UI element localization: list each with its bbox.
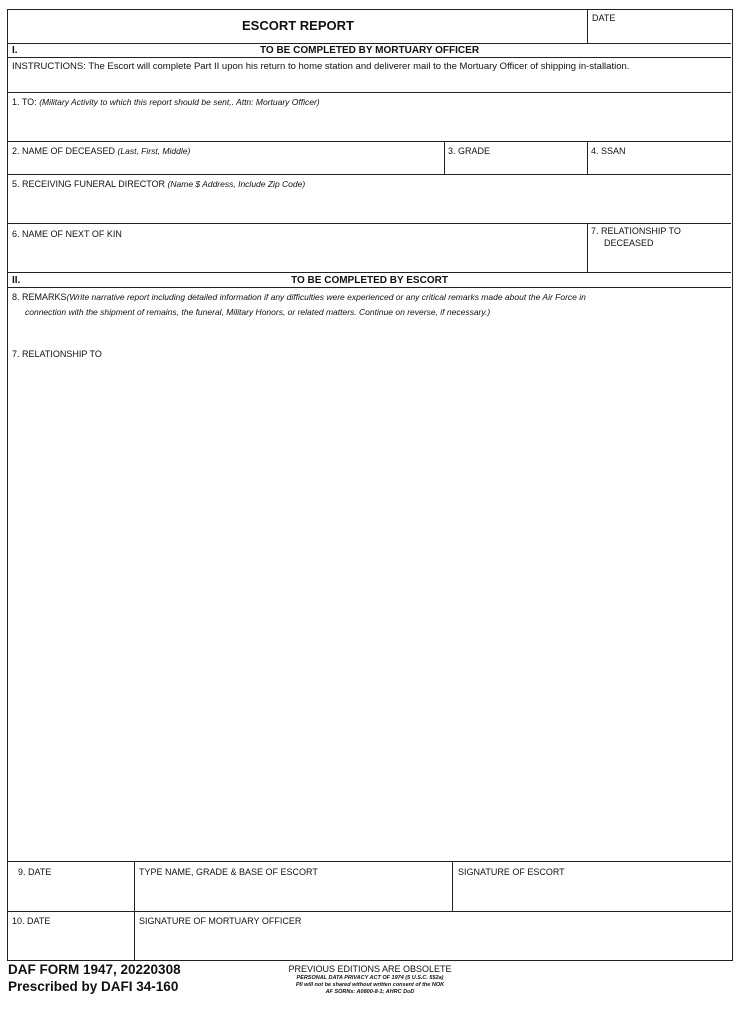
escort-name-grade-base-field[interactable] [134, 861, 452, 911]
remarks-stray-text: 7. RELATIONSHIP TO [12, 349, 102, 359]
escort-date-field[interactable] [8, 861, 134, 911]
next-of-kin-field[interactable] [8, 223, 587, 272]
name-of-deceased-hint: (Last, First, Middle) [117, 146, 191, 156]
obsolete-notice: PREVIOUS EDITIONS ARE OBSOLETE [288, 964, 452, 974]
grade-label: 3. GRADE [448, 146, 491, 156]
date-field[interactable] [592, 12, 727, 42]
remarks-label: 8. REMARKS [12, 292, 67, 302]
instructions-text: INSTRUCTIONS: The Escort will complete Part II upon his return to home station and deliverer mail to the Mortuary Officer of shipping in-stallation. [12, 61, 630, 72]
section-2-title: TO BE COMPLETED BY ESCORT [291, 275, 448, 286]
officer-date-field[interactable] [8, 911, 134, 960]
privacy-act-line: PERSONAL DATA PRIVACY ACT OF 1974 (5 U.S.C. 552a) [296, 975, 444, 981]
receiving-funeral-director-hint: (Name $ Address, Include Zip Code) [167, 179, 306, 189]
mortuary-officer-signature-field[interactable] [134, 911, 731, 960]
sorn-line: AF SORNs: A0800-8-1; AHRC DoD [325, 989, 415, 995]
section-1-title: TO BE COMPLETED BY MORTUARY OFFICER [259, 45, 480, 56]
relationship-field[interactable] [587, 223, 731, 272]
to-label: 1. TO: [12, 97, 37, 107]
ssan-field[interactable] [587, 141, 731, 174]
grade-field[interactable] [444, 141, 587, 174]
relationship-label-line2: DECEASED [604, 238, 654, 248]
footer-notices [260, 963, 480, 996]
escort-name-grade-base-label: TYPE NAME, GRADE & BASE OF ESCORT [139, 867, 318, 877]
prescribed-by: Prescribed by DAFI 34-160 [8, 979, 179, 994]
footer-form-info [8, 962, 181, 994]
date-label: DATE [592, 13, 616, 23]
remarks-hint-line2: connection with the shipment of remains, the funeral, Military Honors, or related matters. Continue on reverse, if necessary.) [25, 307, 491, 317]
mortuary-officer-signature-label: SIGNATURE OF MORTUARY OFFICER [139, 916, 302, 926]
next-of-kin-label: 6. NAME OF NEXT OF KIN [12, 229, 122, 239]
remarks-hint: (Write narrative report including detailed information if any difficulties were experienced or any critical remarks made about the Air Force in [66, 292, 586, 302]
form-title: ESCORT REPORT [242, 18, 354, 33]
receiving-funeral-director-field[interactable] [8, 174, 731, 223]
pii-notice: PII will not be shared without written consent of the NOK [295, 982, 445, 988]
escort-signature-field[interactable] [452, 861, 731, 911]
escort-report-form [7, 9, 733, 961]
to-hint: (Military Activity to which this report should be sent,. Attn: Mortuary Officer) [39, 97, 320, 107]
ssan-label: 4. SSAN [591, 146, 626, 156]
relationship-label: 7. RELATIONSHIP TO [591, 226, 681, 236]
escort-signature-label: SIGNATURE OF ESCORT [458, 867, 565, 877]
section-2-numeral: II. [12, 275, 21, 286]
receiving-funeral-director-label: 5. RECEIVING FUNERAL DIRECTOR [12, 179, 166, 189]
escort-date-label: 9. DATE [18, 867, 52, 877]
to-field[interactable] [8, 92, 731, 141]
officer-date-label: 10. DATE [12, 916, 51, 926]
section-1-numeral: I. [12, 45, 18, 56]
name-of-deceased-field[interactable] [8, 141, 444, 174]
form-number: DAF FORM 1947, 20220308 [8, 962, 181, 977]
remarks-field[interactable] [8, 287, 731, 861]
name-of-deceased-label: 2. NAME OF DECEASED [12, 146, 116, 156]
